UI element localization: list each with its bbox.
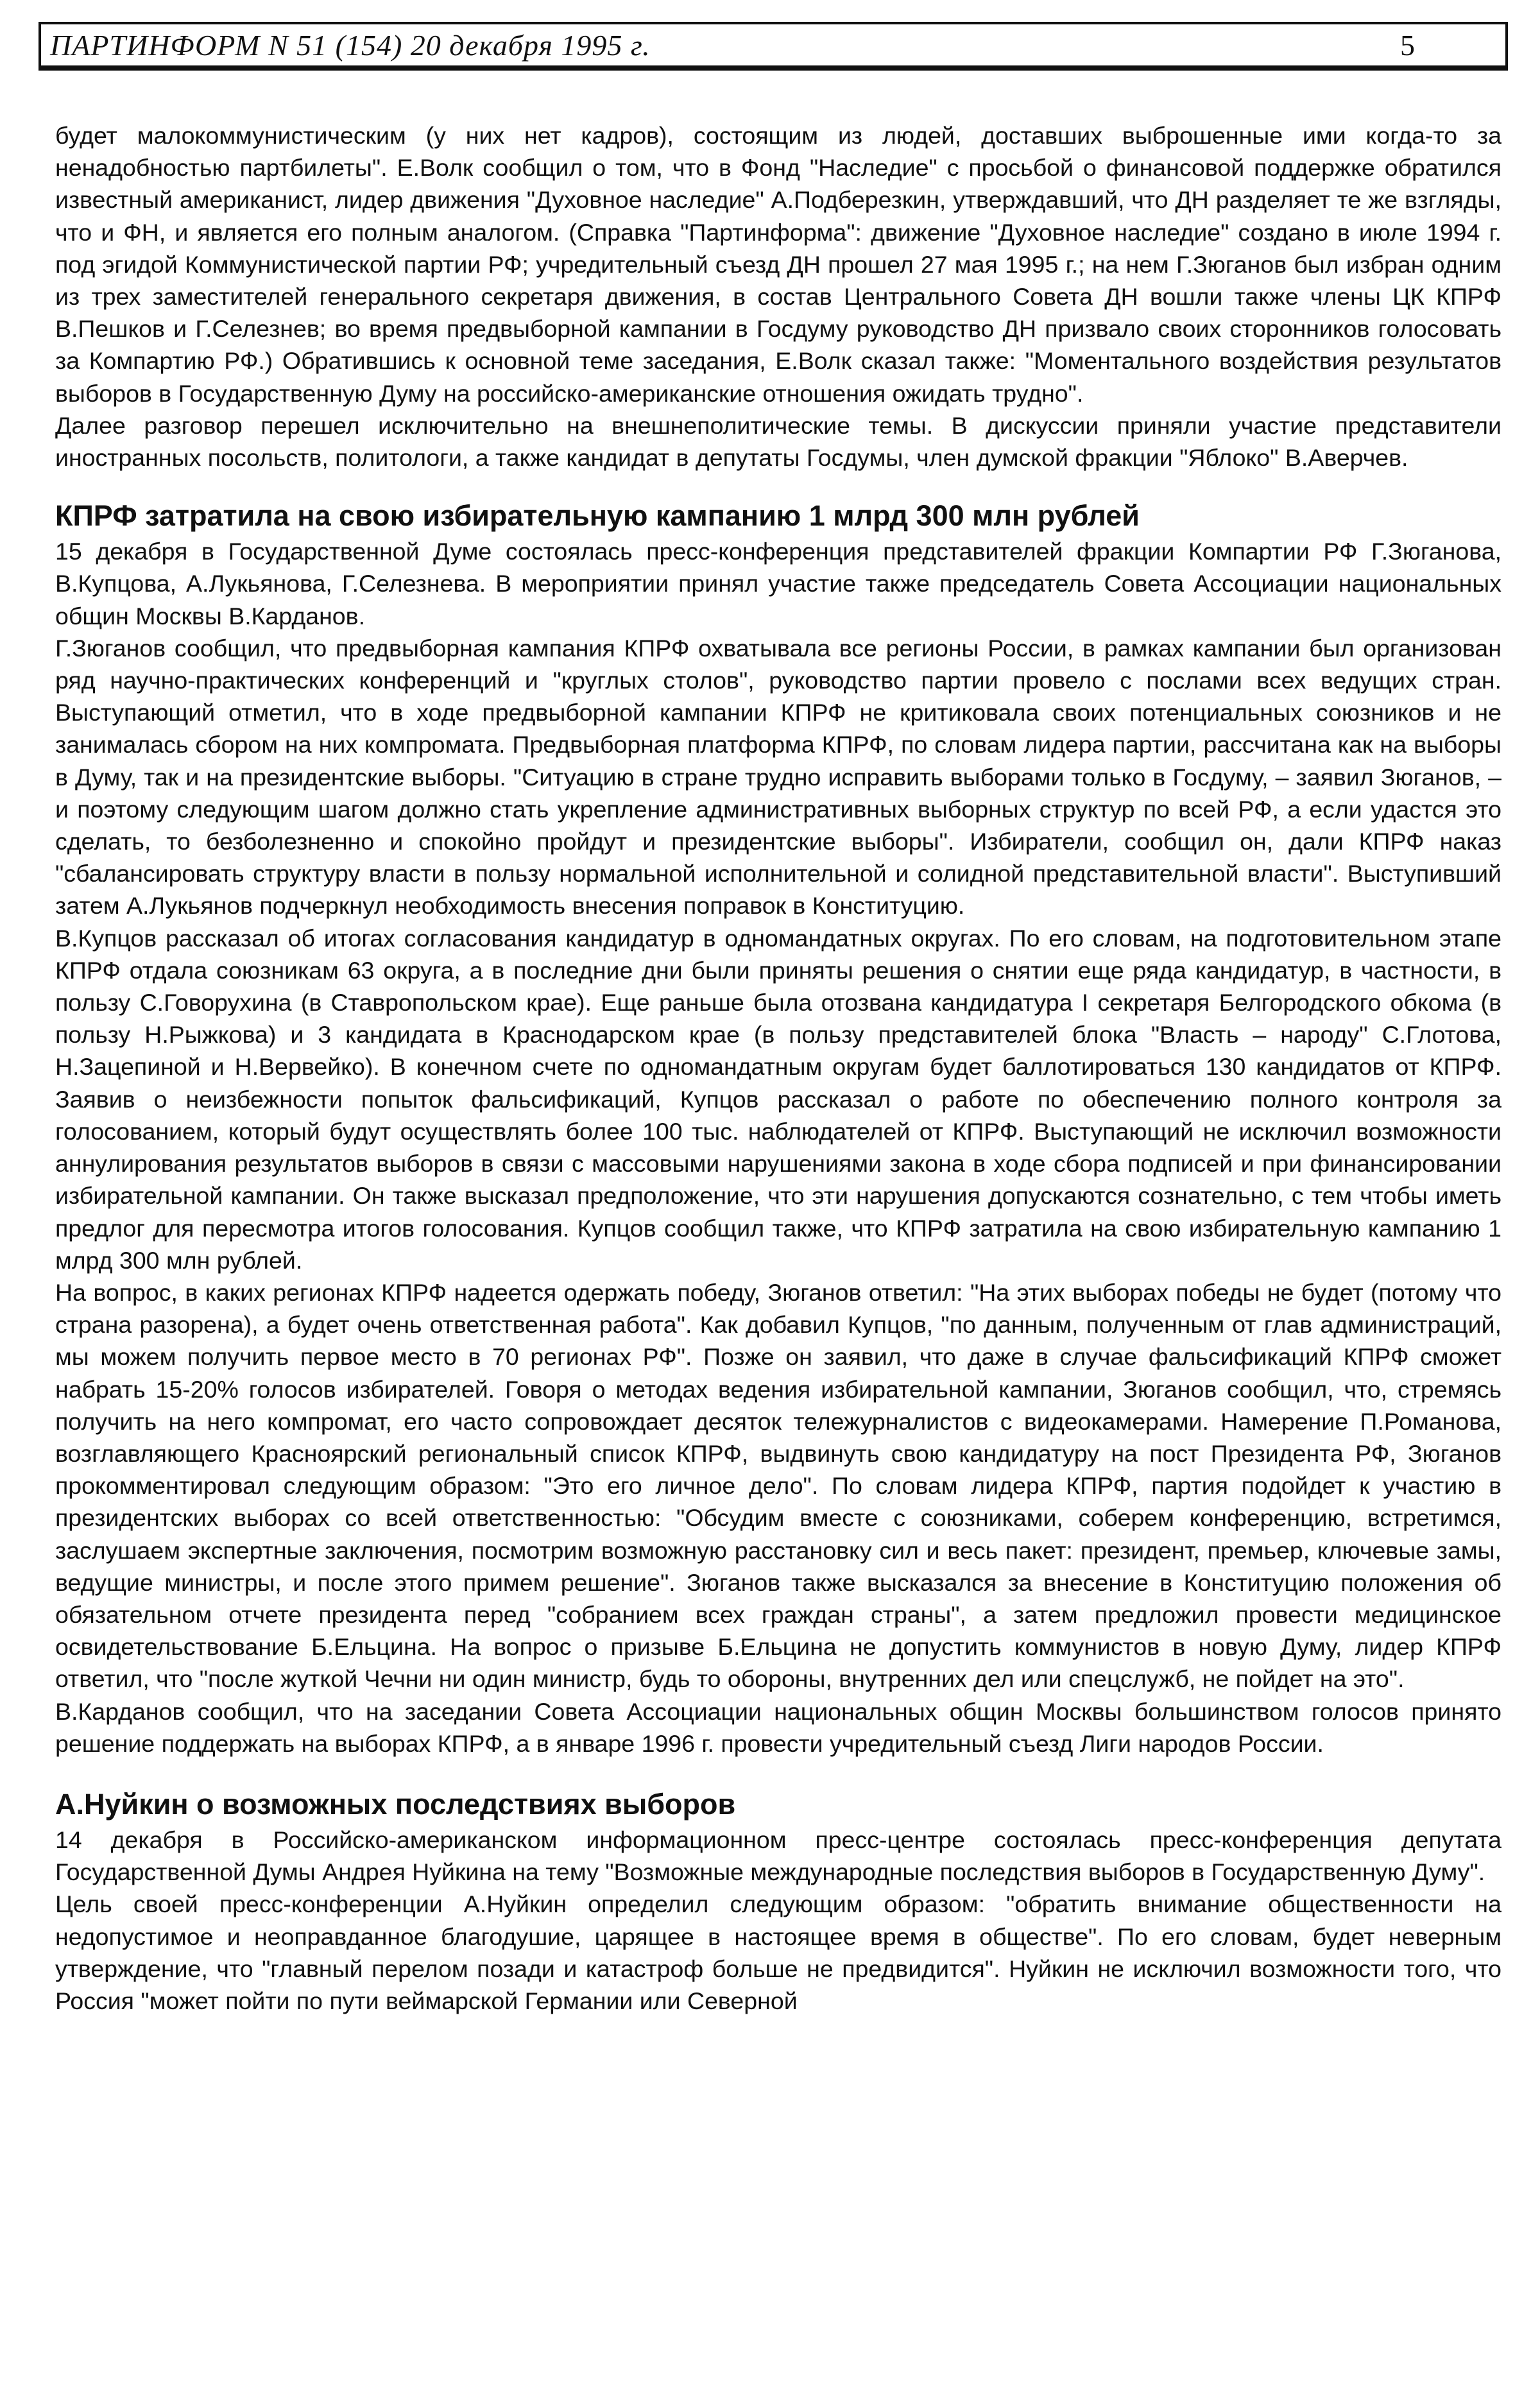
article-1-paragraph: 15 декабря в Государственной Думе состоялась пресс-конференция представителей фракции Компартии РФ Г.Зюганова, В.Купцова, А.Лукьянова, Г.Селезнева. В мероприятии принял участие также председатель Совета Ассоциации национальных общин Москвы В.Карданов. <box>55 538 1502 630</box>
page-header <box>38 22 1508 71</box>
intro-paragraph: будет малокоммунистическим (у них нет кадров), состоящим из людей, доставших выброшенные ими когда-то за ненадобностью партбилеты". Е.Волк сообщил о том, что в Фонд "Наследие" с просьбой о финансовой поддержке обратился известный американист, лидер движения "Духовное наследие" А.Подберезкин, утверждавший, что ДН разделяет те же взгляды, что и ФН, и является его полным аналогом. (Справка "Партинформа": движение "Духовное наследие" создано в июле 1994 г. под эгидой Коммунистической партии РФ; учредительный съезд ДН прошел 27 мая 1995 г.; на нем Г.Зюганов был избран одним из трех заместителей генерального секретаря движения, в состав Центрального Совета ДН вошли также члены ЦК КПРФ В.Пешков и Г.Селезнев; во время предвыборной кампании в Госдуму руководство ДН призвало своих сторонников голосовать за Компартию РФ.) Обратившись к основной теме заседания, Е.Волк сказал также: "Моментального воздействия результатов выборов в Государственную Думу на российско-американские отношения ожидать трудно". <box>55 122 1502 407</box>
article-1-paragraph: В.Карданов сообщил, что на заседании Совета Ассоциации национальных общин Москвы большинством голосов принято решение поддержать на выборах КПРФ, а в январе 1996 г. провести учредительный съезд Лиги народов России. <box>55 1697 1502 1757</box>
section-spacer <box>55 474 1502 497</box>
article-1-title: КПРФ затратила на свою избирательную кампанию 1 млрд 300 млн рублей <box>55 499 1140 533</box>
page-number: 5 <box>1400 28 1416 62</box>
article-2-title: А.Нуйкин о возможных последствиях выборов <box>55 1787 736 1821</box>
section-spacer <box>55 1760 1502 1785</box>
intro-paragraph: Далее разговор перешел исключительно на внешнеполитические темы. В дискуссии приняли участие представители иностранных посольств, политологи, а также кандидат в депутаты Госдумы, член думской фракции "Яблоко" В.Аверчев. <box>55 411 1502 472</box>
article-1-paragraph: В.Купцов рассказал об итогах согласования кандидатур в одномандатных округах. По его словам, на подготовительном этапе КПРФ отдала союзникам 63 округа, а в последние дни были приняты решения о снятии еще ряда кандидатур, в частности, в пользу С.Говорухина (в Ставропольском крае). Еще раньше была отозвана кандидатура I секретаря Белгородского обкома (в пользу Н.Рыжкова) и 3 кандидата в Краснодарском крае (в пользу представителей блока "Власть – народу" С.Глотова, Н.Зацепиной и Н.Вервейко). В конечном счете по одномандатным округам будет баллотироваться 130 кандидатов от КПРФ. Заявив о неизбежности попыток фальсификаций, Купцов рассказал о работе по обеспечению полного контроля за голосованием, который будут осуществлять более 100 тыс. наблюдателей от КПРФ. Выступающий не исключил возможности аннулирования результатов выборов в связи с массовыми нарушениями закона в ходе сбора подписей и при финансировании избирательной кампании. Он также высказал предположение, что эти нарушения допускаются сознательно, с тем чтобы иметь предлог для пересмотра итогов голосования. Купцов сообщил также, что КПРФ затратила на свою избирательную кампанию 1 млрд 300 млн рублей. <box>55 924 1502 1274</box>
article-2-paragraph: 14 декабря в Российско-американском информационном пресс-центре состоялась пресс-конференция депутата Государственной Думы Андрея Нуйкина на тему "Возможные международные последствия выборов в Государственную Думу". <box>55 1826 1502 1886</box>
article-body <box>55 119 1502 2017</box>
article-2-paragraph: Цель своей пресс-конференции А.Нуйкин определил следующим образом: "обратить внимание общественности на недопустимое и неоправданное благодушие, царящее в настоящее время в обществе". По его словам, будет неверным утверждение, что "главный перелом позади и катастроф больше не предвидится". Нуйкин не исключил возможности того, что Россия "может пойти по пути веймарской Германии или Северной <box>55 1890 1502 2014</box>
article-1-paragraph: Г.Зюганов сообщил, что предвыборная кампания КПРФ охватывала все регионы России, в рамках кампании был организован ряд научно-практических конференций и "круглых столов", руководство партии провело с послами всех ведущих стран. Выступающий отметил, что в ходе предвыборной кампании КПРФ не критиковала своих потенциальных союзников и не занималась сбором на них компромата. Предвыборная платформа КПРФ, по словам лидера партии, рассчитана как на выборы в Думу, так и на президентские выборы. "Ситуацию в стране трудно исправить выборами только в Госдуму, – заявил Зюганов, – и поэтому следующим шагом должно стать укрепление административных выборных структур по всей РФ, а если удастся это сделать, то безболезненно и спокойно пройдут и президентские выборы". Избиратели, сообщил он, дали КПРФ наказ "сбалансировать структуру власти в пользу нормальной исполнительной и солидной представительной власти". Выступивший затем А.Лукьянов подчеркнул необходимость внесения поправок в Конституцию. <box>55 634 1502 920</box>
article-1-paragraph: На вопрос, в каких регионах КПРФ надеется одержать победу, Зюганов ответил: "На этих выборах победы не будет (потому что страна разорена), а будет очень ответственная работа". Как добавил Купцов, "по данным, полученным от глав администраций, мы можем получить первое место в 70 регионах РФ". Позже он заявил, что даже в случае фальсификаций КПРФ сможет набрать 15-20% голосов избирателей. Говоря о методах ведения избирательной кампании, Зюганов сообщил, что, стремясь получить на него компромат, его часто сопровождает десяток тележурналистов с видеокамерами. Намерение П.Романова, возглавляющего Красноярский региональный список КПРФ, выдвинуть свою кандидатуру на пост Президента РФ, Зюганов прокомментировал следующим образом: "Это его личное дело". По словам лидера КПРФ, партия подойдет к участию в президентских выборах со всей ответственностью: "Обсудим вместе с союзниками, соберем конференцию, встретимся, заслушаем экспертные заключения, посмотрим возможную расстановку сил и весь пакет: президент, премьер, ключевые замы, ведущие министры, и после этого примем решение". Зюганов также высказался за внесение в Конституцию положения об обязательном отчете президента перед "собранием всех граждан страны", а затем предложил провести медицинское освидетельствование Б.Ельцина. На вопрос о призыве Б.Ельцина не допустить коммунистов в новую Думу, лидер КПРФ ответил, что "после жуткой Чечни ни один министр, будь то обороны, внутренних дел или спецслужб, не пойдет на это". <box>55 1278 1502 1693</box>
publication-title: ПАРТИНФОРМ N 51 (154) 20 декабря 1995 г. <box>50 28 651 62</box>
